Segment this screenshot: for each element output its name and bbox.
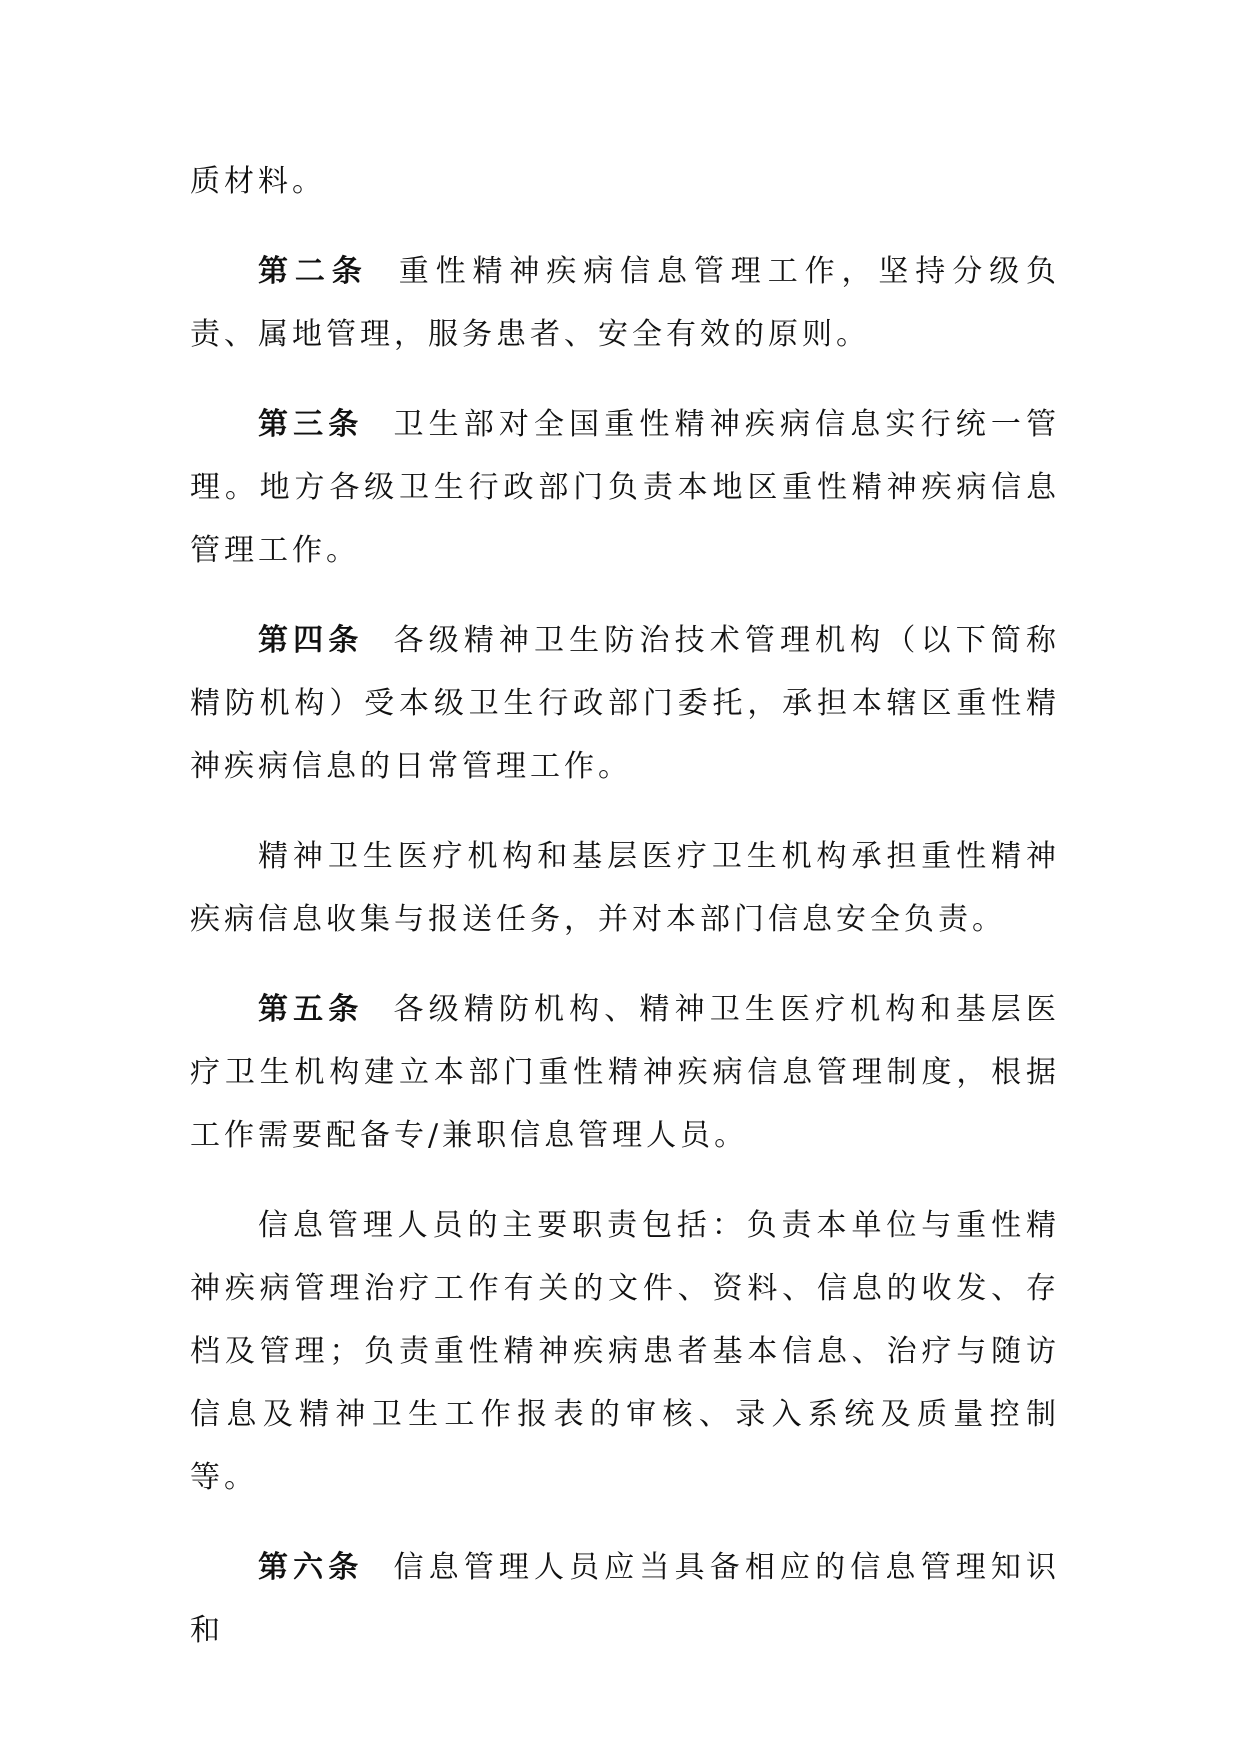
document-page	[190, 150, 1060, 1689]
paragraph-text: 各级精防机构、精神卫生医疗机构和基层医疗卫生机构建立本部门重性精神疾病信息管理制度，根据工作需要配备专/兼职信息管理人员。	[190, 992, 1061, 1153]
article-4	[190, 609, 1060, 798]
paragraph-text: 重性精神疾病信息管理工作，坚持分级负责、属地管理，服务患者、安全有效的原则。	[190, 254, 1061, 352]
article-3	[190, 393, 1060, 582]
paragraph-continuation	[190, 150, 1060, 213]
paragraph-text: 各级精神卫生防治技术管理机构（以下简称精防机构）受本级卫生行政部门委托，承担本辖区重性精神疾病信息的日常管理工作。	[190, 623, 1061, 784]
article-heading: 第五条	[258, 992, 364, 1027]
article-5	[190, 978, 1060, 1167]
paragraph-text: 质材料。	[190, 164, 326, 199]
paragraph-text: 信息管理人员应当具备相应的信息管理知识和	[190, 1550, 1061, 1648]
paragraph-text: 信息管理人员的主要职责包括：负责本单位与重性精神疾病管理治疗工作有关的文件、资料、信息的收发、存档及管理；负责重性精神疾病患者基本信息、治疗与随访信息及精神卫生工作报表的审核、录入系统及质量控制等。	[190, 1208, 1060, 1495]
paragraph-text: 卫生部对全国重性精神疾病信息实行统一管理。地方各级卫生行政部门负责本地区重性精神疾病信息管理工作。	[190, 407, 1061, 568]
paragraph-text: 精神卫生医疗机构和基层医疗卫生机构承担重性精神疾病信息收集与报送任务，并对本部门信息安全负责。	[190, 839, 1060, 937]
article-heading: 第四条	[258, 623, 364, 658]
article-4-paragraph-2	[190, 825, 1060, 951]
article-heading: 第六条	[258, 1550, 364, 1585]
article-2	[190, 240, 1060, 366]
article-heading: 第三条	[258, 407, 364, 442]
article-6	[190, 1536, 1060, 1662]
article-heading: 第二条	[258, 254, 369, 289]
article-5-paragraph-2	[190, 1194, 1060, 1509]
